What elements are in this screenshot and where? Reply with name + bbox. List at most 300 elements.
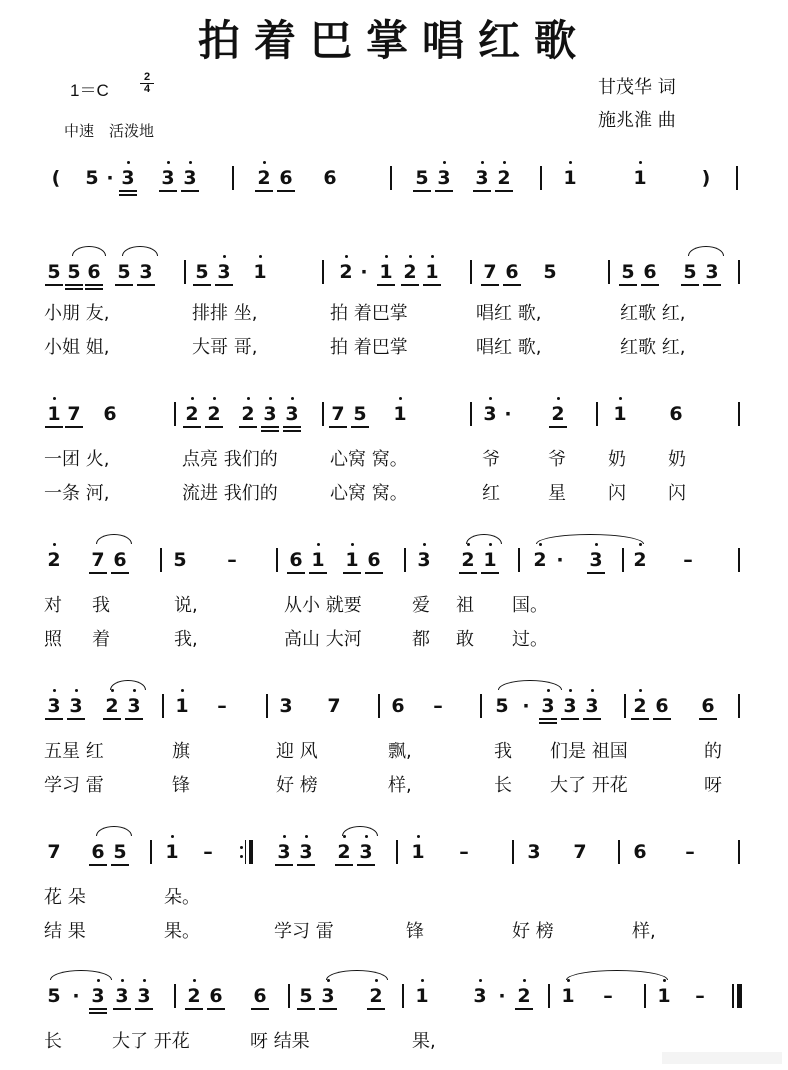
lyric-word: 呀 结果 — [250, 1031, 310, 1052]
octave-dot-above — [259, 255, 262, 258]
key-signature: 1＝C — [70, 81, 109, 100]
lyric-word: 从小 就要 — [284, 595, 362, 616]
note: 3 — [705, 261, 719, 283]
duration-underline — [85, 284, 103, 286]
note: 3 — [217, 261, 231, 283]
lyric-word: 照 — [44, 629, 62, 650]
barline — [518, 548, 520, 572]
octave-dot-above — [291, 397, 294, 400]
slur — [96, 826, 132, 836]
note: 2 — [533, 549, 547, 571]
octave-dot-above — [143, 979, 146, 982]
note: 3 — [127, 695, 141, 717]
duration-underline — [681, 284, 699, 286]
augmentation-dot: · — [72, 985, 80, 1007]
barline — [644, 984, 646, 1008]
lyric-word: 着 — [92, 629, 110, 650]
note: 3 — [161, 167, 175, 189]
note: 5 — [195, 261, 209, 283]
octave-dot-above — [223, 255, 226, 258]
lyric-word: 红 — [482, 483, 500, 504]
octave-dot-above — [283, 835, 286, 838]
octave-dot-above — [263, 161, 266, 164]
lyric-word: 旗 — [172, 741, 190, 762]
duration-underline — [183, 426, 201, 428]
lyric-word: 样, — [388, 775, 412, 796]
lyric-word: 对 — [44, 595, 62, 616]
duration-underline — [193, 284, 211, 286]
lyric-word: 大哥 哥, — [192, 337, 258, 358]
duration-underline — [277, 190, 295, 192]
barline — [738, 402, 740, 426]
note: 2 — [461, 549, 475, 571]
duration-underline — [539, 722, 557, 724]
note: 6 — [103, 403, 117, 425]
note: 1 — [47, 403, 61, 425]
octave-dot-above — [191, 397, 194, 400]
duration-underline — [401, 284, 419, 286]
duration-underline — [539, 718, 557, 720]
dash-extension: – — [683, 549, 693, 571]
duration-underline — [481, 572, 499, 574]
note: 5 — [621, 261, 635, 283]
note: 5 — [117, 261, 131, 283]
lyric-word: 我 — [494, 741, 512, 762]
note: 3 — [285, 403, 299, 425]
lyric-word: 闪 — [608, 483, 626, 504]
note: 6 — [701, 695, 715, 717]
duration-underline — [65, 284, 83, 286]
lyric-word: 说, — [174, 595, 198, 616]
lyric-word: 锋 — [406, 921, 424, 942]
composer-credit: 施兆淮 曲 — [598, 110, 676, 131]
lyric-word: 呀 — [704, 775, 722, 796]
duration-underline — [435, 190, 453, 192]
note: 6 — [669, 403, 683, 425]
note: 2 — [187, 985, 201, 1007]
note: 2 — [403, 261, 417, 283]
lyric-word: 高山 大河 — [284, 629, 362, 650]
duration-underline — [473, 190, 491, 192]
note: 7 — [91, 549, 105, 571]
lyric-word: 红歌 红, — [620, 337, 686, 358]
note: 1 — [483, 549, 497, 571]
note: 3 — [91, 985, 105, 1007]
octave-dot-above — [181, 689, 184, 692]
note: 3 — [527, 841, 541, 863]
note: 3 — [47, 695, 61, 717]
lyric-word: 学习 雷 — [274, 921, 334, 942]
note: 7 — [573, 841, 587, 863]
dash-extension: – — [433, 695, 443, 717]
lyric-word: 拍 着巴掌 — [330, 337, 408, 358]
duration-underline — [495, 190, 513, 192]
lyric-word: 锋 — [172, 775, 190, 796]
duration-underline — [367, 1008, 385, 1010]
note: 1 — [411, 841, 425, 863]
slur — [122, 246, 158, 256]
duration-underline — [287, 572, 305, 574]
duration-underline — [335, 864, 353, 866]
lyric-word: 爱 — [412, 595, 430, 616]
notation-line-1 — [0, 168, 788, 188]
octave-dot-above — [639, 161, 642, 164]
augmentation-dot: · — [106, 167, 114, 189]
note: 1 — [345, 549, 359, 571]
lyric-word: 小朋 友, — [44, 303, 110, 324]
slur — [96, 534, 132, 544]
duration-underline — [351, 426, 369, 428]
note: 3 — [69, 695, 83, 717]
octave-dot-above — [417, 835, 420, 838]
watermark — [662, 1050, 782, 1066]
barline — [608, 260, 610, 284]
note: 7 — [67, 403, 81, 425]
lyric-word: 我, — [174, 629, 198, 650]
note: 6 — [253, 985, 267, 1007]
barline — [618, 840, 620, 864]
time-signature-top: 2 — [143, 71, 151, 83]
octave-dot-above — [189, 161, 192, 164]
lyric-word: 大了 开花 — [550, 775, 628, 796]
duration-underline — [357, 864, 375, 866]
barline — [276, 548, 278, 572]
barline — [596, 402, 598, 426]
note: 1 — [379, 261, 393, 283]
duration-underline — [111, 864, 129, 866]
note: 3 — [139, 261, 153, 283]
note: 7 — [327, 695, 341, 717]
duration-underline — [329, 426, 347, 428]
lyric-word: 祖 — [456, 595, 474, 616]
barline — [390, 166, 392, 190]
augmentation-dot: · — [522, 695, 530, 717]
barline — [322, 260, 324, 284]
note: 1 — [165, 841, 179, 863]
lyric-word: 唱红 歌, — [476, 337, 542, 358]
octave-dot-above — [385, 255, 388, 258]
duration-underline — [115, 284, 133, 286]
note: 2 — [551, 403, 565, 425]
lyric-word: 一团 火, — [44, 449, 110, 470]
lyric-line-1-verse-1 — [0, 304, 788, 326]
note: 6 — [655, 695, 669, 717]
note: 3 — [279, 695, 293, 717]
lyric-word: 花 朵 — [44, 887, 86, 908]
augmentation-dot: · — [556, 549, 564, 571]
slur — [72, 246, 106, 256]
barline — [174, 402, 176, 426]
barline — [470, 260, 472, 284]
note: 3 — [541, 695, 555, 717]
octave-dot-above — [423, 543, 426, 546]
note: 3 — [475, 167, 489, 189]
notation-line-2 — [0, 262, 788, 282]
note: 1 — [633, 167, 647, 189]
note: 5 — [495, 695, 509, 717]
notation-line-4 — [0, 550, 788, 570]
octave-dot-above — [489, 397, 492, 400]
bracket: ( — [51, 167, 61, 189]
octave-dot-above — [399, 397, 402, 400]
tempo-marking: 中速 活泼地 — [64, 122, 155, 140]
lyric-word: 国。 — [512, 595, 548, 616]
duration-underline — [89, 864, 107, 866]
lyric-word: 样, — [632, 921, 656, 942]
duration-underline — [275, 864, 293, 866]
lyric-word: 大了 开花 — [112, 1031, 190, 1052]
lyric-word: 的 — [704, 741, 722, 762]
note: 3 — [299, 841, 313, 863]
octave-dot-above — [171, 835, 174, 838]
note: 2 — [47, 549, 61, 571]
lyric-word: 学习 雷 — [44, 775, 104, 796]
note: 5 — [299, 985, 313, 1007]
note: 6 — [209, 985, 223, 1007]
duration-underline — [119, 194, 137, 196]
augmentation-dot: · — [360, 261, 368, 283]
octave-dot-above — [443, 161, 446, 164]
duration-underline — [413, 190, 431, 192]
note: 2 — [257, 167, 271, 189]
dash-extension: – — [217, 695, 227, 717]
lyric-word: 敢 — [456, 629, 474, 650]
note: 3 — [589, 549, 603, 571]
lyric-word: 心窝 窝。 — [330, 449, 408, 470]
note: 6 — [505, 261, 519, 283]
note: 5 — [47, 261, 61, 283]
note: 6 — [87, 261, 101, 283]
octave-dot-above — [317, 543, 320, 546]
octave-dot-above — [523, 979, 526, 982]
octave-dot-above — [53, 543, 56, 546]
duration-underline — [125, 718, 143, 720]
duration-underline — [89, 1012, 107, 1014]
duration-underline — [549, 426, 567, 428]
repeat-end-barline — [240, 840, 256, 864]
song-title: 拍着巴掌唱红歌 — [197, 16, 590, 65]
lyric-word: 心窝 窝。 — [330, 483, 408, 504]
lyric-line-3-verse-2 — [0, 630, 788, 652]
duration-underline — [641, 284, 659, 286]
note: 6 — [643, 261, 657, 283]
augmentation-dot: · — [504, 403, 512, 425]
barline — [738, 260, 740, 284]
dash-extension: – — [685, 841, 695, 863]
lyric-word: 都 — [412, 629, 430, 650]
duration-underline — [67, 718, 85, 720]
lyric-word: 星 — [548, 483, 566, 504]
lyric-word: 唱红 歌, — [476, 303, 542, 324]
note: 6 — [279, 167, 293, 189]
lyric-word: 红歌 红, — [620, 303, 686, 324]
barline — [378, 694, 380, 718]
dash-extension: – — [459, 841, 469, 863]
note: 5 — [113, 841, 127, 863]
duration-underline — [255, 190, 273, 192]
octave-dot-above — [53, 397, 56, 400]
lyric-word: 结 果 — [44, 921, 86, 942]
lyric-word: 迎 风 — [276, 741, 318, 762]
duration-underline — [699, 718, 717, 720]
dash-extension: – — [603, 985, 613, 1007]
duration-underline — [319, 1008, 337, 1010]
barline — [402, 984, 404, 1008]
duration-underline — [103, 718, 121, 720]
duration-underline — [135, 1008, 153, 1010]
note: 2 — [105, 695, 119, 717]
lyric-word: 过。 — [512, 629, 548, 650]
barline — [480, 694, 482, 718]
barline — [404, 548, 406, 572]
lyric-word: 五星 红 — [44, 741, 104, 762]
lyric-word: 爷 — [548, 449, 566, 470]
octave-dot-above — [421, 979, 424, 982]
barline — [738, 694, 740, 718]
lyric-word: 飘, — [388, 741, 412, 762]
duration-underline — [703, 284, 721, 286]
note: 2 — [633, 549, 647, 571]
note: 5 — [47, 985, 61, 1007]
slur — [498, 680, 562, 690]
barline — [624, 694, 626, 718]
octave-dot-above — [121, 979, 124, 982]
note: 3 — [563, 695, 577, 717]
octave-dot-above — [481, 161, 484, 164]
lyric-word: 我 — [92, 595, 110, 616]
octave-dot-above — [619, 397, 622, 400]
barline — [184, 260, 186, 284]
duration-underline — [89, 1008, 107, 1010]
note: 1 — [657, 985, 671, 1007]
time-signature — [140, 72, 154, 95]
duration-underline — [309, 572, 327, 574]
duration-underline — [119, 190, 137, 192]
note: 1 — [311, 549, 325, 571]
time-signature-bottom: 4 — [143, 83, 151, 95]
slur — [110, 680, 146, 690]
duration-underline — [65, 426, 83, 428]
barline — [470, 402, 472, 426]
duration-underline — [459, 572, 477, 574]
barline — [174, 984, 176, 1008]
octave-dot-above — [569, 689, 572, 692]
note: 3 — [585, 695, 599, 717]
notation-line-5 — [0, 696, 788, 716]
note: 7 — [331, 403, 345, 425]
note: 2 — [369, 985, 383, 1007]
barline — [396, 840, 398, 864]
lyric-word: 点亮 我们的 — [182, 449, 278, 470]
lyricist-credit: 甘茂华 词 — [598, 77, 676, 98]
duration-underline — [653, 718, 671, 720]
lyric-line-5-verse-2 — [0, 922, 788, 944]
duration-underline — [503, 284, 521, 286]
barline — [512, 840, 514, 864]
duration-underline — [45, 284, 63, 286]
duration-underline — [45, 426, 63, 428]
augmentation-dot: · — [498, 985, 506, 1007]
note: 5 — [353, 403, 367, 425]
duration-underline — [113, 1008, 131, 1010]
note: 1 — [175, 695, 189, 717]
note: 3 — [359, 841, 373, 863]
lyric-word: 奶 — [608, 449, 626, 470]
note: 3 — [483, 403, 497, 425]
note: 7 — [483, 261, 497, 283]
barline — [548, 984, 550, 1008]
note: 5 — [85, 167, 99, 189]
note: 6 — [367, 549, 381, 571]
note: 5 — [415, 167, 429, 189]
duration-underline — [423, 284, 441, 286]
lyric-word: 长 — [494, 775, 512, 796]
lyric-line-3-verse-1 — [0, 596, 788, 618]
duration-underline — [137, 284, 155, 286]
barline — [738, 548, 740, 572]
note: 3 — [473, 985, 487, 1007]
octave-dot-above — [193, 979, 196, 982]
duration-underline — [85, 288, 103, 290]
note: 6 — [323, 167, 337, 189]
dash-extension: – — [227, 549, 237, 571]
lyric-line-4-verse-1 — [0, 742, 788, 764]
note: 1 — [425, 261, 439, 283]
duration-underline — [297, 1008, 315, 1010]
duration-underline — [185, 1008, 203, 1010]
note: 6 — [113, 549, 127, 571]
octave-dot-above — [345, 255, 348, 258]
lyric-line-2-verse-2 — [0, 484, 788, 506]
duration-underline — [251, 1008, 269, 1010]
lyric-word: 们是 祖国 — [550, 741, 628, 762]
note: 7 — [47, 841, 61, 863]
duration-underline — [239, 426, 257, 428]
lyric-line-5-verse-1 — [0, 888, 788, 910]
octave-dot-above — [167, 161, 170, 164]
octave-dot-above — [127, 161, 130, 164]
barline — [738, 840, 740, 864]
lyric-line-2-verse-1 — [0, 450, 788, 472]
duration-underline — [631, 718, 649, 720]
notation-line-6 — [0, 842, 788, 862]
duration-underline — [297, 864, 315, 866]
octave-dot-above — [75, 689, 78, 692]
duration-underline — [111, 572, 129, 574]
duration-underline — [619, 284, 637, 286]
note: 6 — [633, 841, 647, 863]
duration-underline — [583, 718, 601, 720]
note: 1 — [613, 403, 627, 425]
barline — [266, 694, 268, 718]
slur — [50, 970, 112, 980]
lyric-word: 小姐 姐, — [44, 337, 110, 358]
note: 3 — [263, 403, 277, 425]
octave-dot-above — [503, 161, 506, 164]
barline — [736, 166, 738, 190]
note: 1 — [415, 985, 429, 1007]
duration-underline — [365, 572, 383, 574]
note: 3 — [137, 985, 151, 1007]
dash-extension: – — [695, 985, 705, 1007]
octave-dot-above — [557, 397, 560, 400]
barline — [540, 166, 542, 190]
octave-dot-above — [351, 543, 354, 546]
lyric-word: 闪 — [668, 483, 686, 504]
note: 3 — [183, 167, 197, 189]
octave-dot-above — [409, 255, 412, 258]
duration-underline — [343, 572, 361, 574]
